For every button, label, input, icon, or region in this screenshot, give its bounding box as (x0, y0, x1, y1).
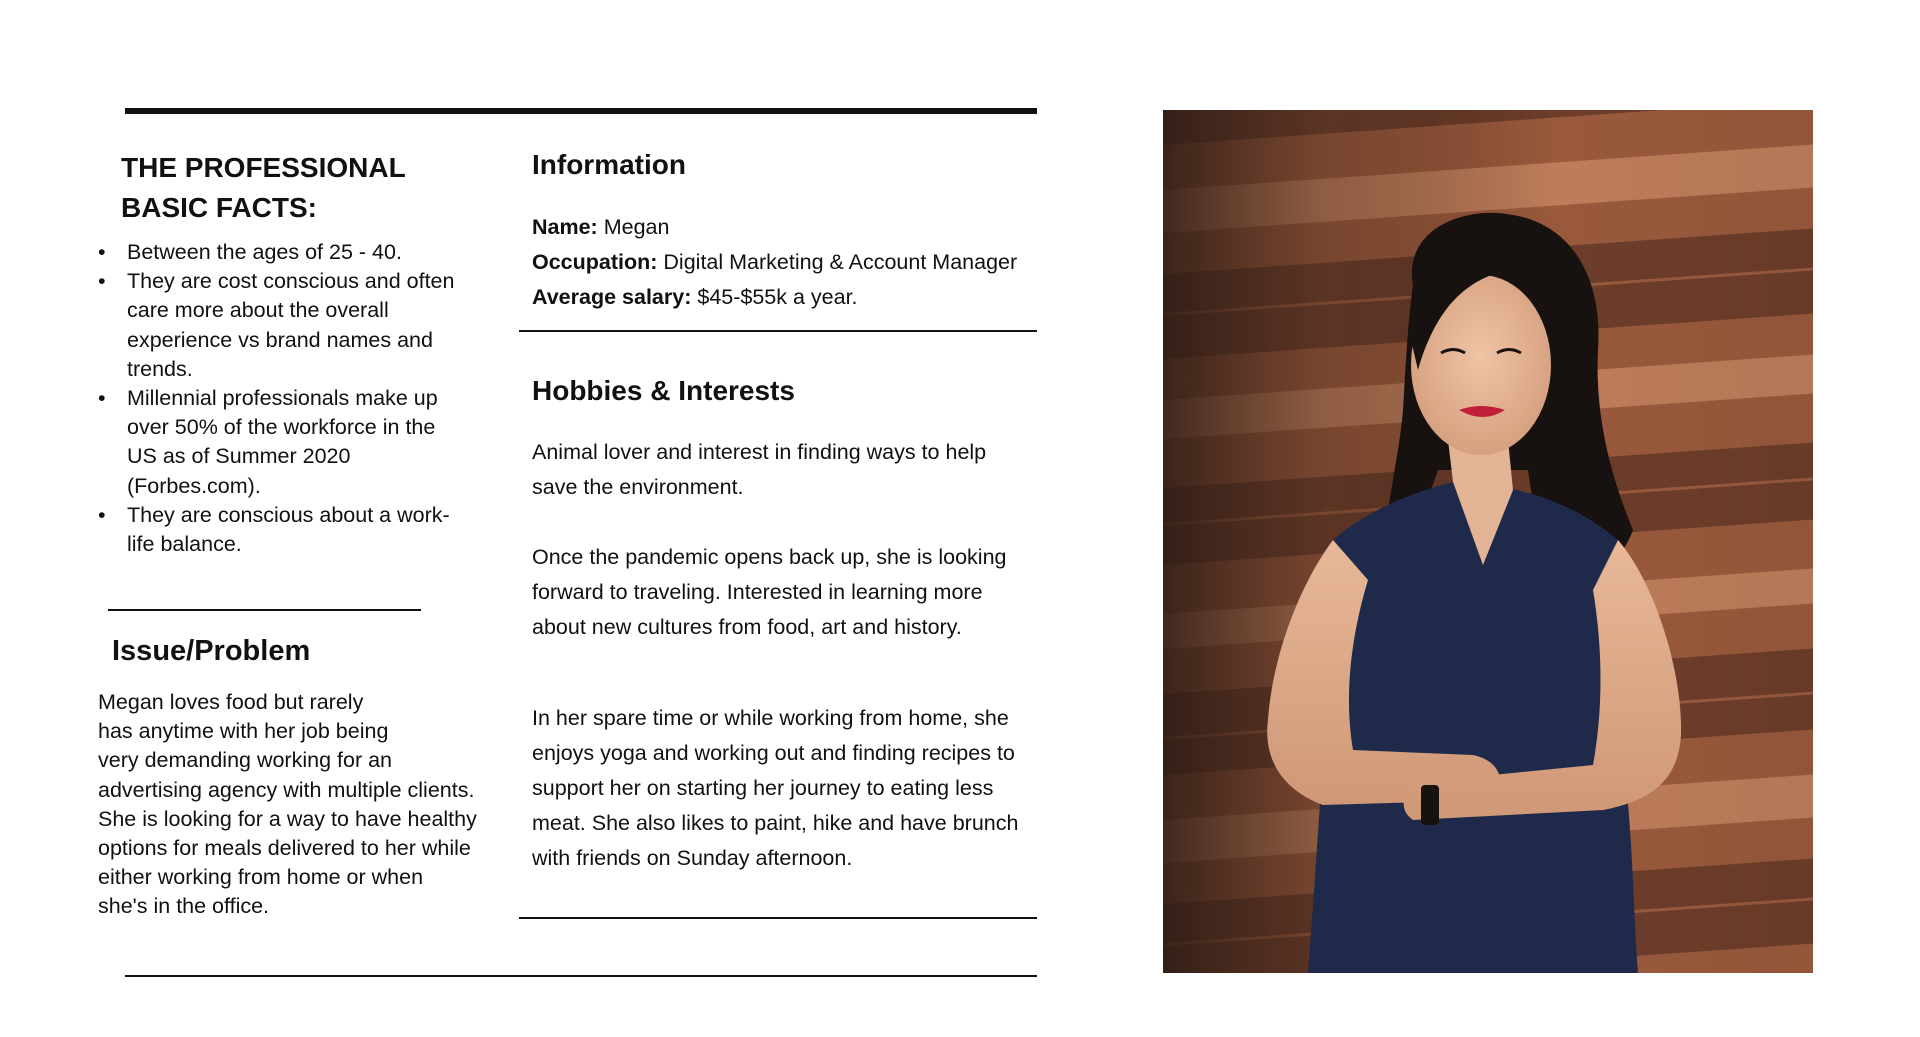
hobbies-line: Animal lover and interest in finding ways to help (532, 440, 987, 464)
navy-dress (1308, 482, 1638, 973)
issue-line: either working from home or when (98, 865, 424, 890)
fact-line: They are cost conscious and often (127, 269, 455, 294)
hobbies-heading: Hobbies & Interests (532, 375, 795, 406)
issue-line: she's in the office. (98, 894, 270, 919)
hobbies-paragraph (532, 435, 1052, 505)
name-label: Name: (532, 215, 598, 239)
information-heading: Information (532, 149, 686, 180)
bullet-glyph: • (98, 502, 106, 527)
hobbies-line: with friends on Sunday afternoon. (532, 846, 853, 870)
persona-photo-illustration (1163, 110, 1813, 973)
bullet-glyph: • (98, 240, 106, 264)
fact-line: over 50% of the workforce in the (127, 415, 436, 440)
occupation-value: Digital Marketing & Account Manager (663, 250, 1018, 274)
issue-divider (108, 609, 421, 611)
occupation-row (532, 245, 1037, 280)
hobbies-paragraph (532, 540, 1052, 645)
persona-photo (1163, 110, 1813, 973)
issue-line: advertising agency with multiple clients. (98, 777, 475, 802)
bullet-glyph: • (98, 269, 106, 294)
hobbies-line: enjoys yoga and working out and finding recipes to (532, 741, 1015, 765)
fact-line: experience vs brand names and (127, 327, 433, 352)
fact-item (98, 238, 493, 267)
hobbies-line: meat. She also likes to paint, hike and have brunch (532, 811, 1019, 835)
issue-line: options for meals delivered to her while (98, 836, 471, 861)
fact-line: care more about the overall (127, 298, 389, 323)
hobbies-line: about new cultures from food, art and history. (532, 615, 962, 639)
issue-line: very demanding working for an (98, 748, 392, 773)
basic-facts-heading (121, 148, 501, 228)
hobbies-line: forward to traveling. Interested in learning more (532, 580, 983, 604)
fact-line: (Forbes.com). (127, 473, 261, 498)
hobbies-line: In her spare time or while working from home, she (532, 706, 1009, 730)
hobbies-line: support her on starting her journey to eating less (532, 776, 994, 800)
basic-facts-list (98, 238, 493, 559)
basic-facts-heading-line: THE PROFESSIONAL (121, 152, 406, 183)
issue-line: has anytime with her job being (98, 719, 389, 744)
name-row (532, 210, 1037, 245)
fact-item (98, 267, 493, 384)
wrist-watch (1421, 785, 1439, 825)
fact-item (98, 501, 493, 559)
issue-line: She is looking for a way to have healthy (98, 806, 477, 831)
bottom-divider (125, 975, 1037, 977)
fact-line: life balance. (127, 532, 242, 557)
hobbies-line: save the environment. (532, 475, 744, 499)
salary-label: Average salary: (532, 285, 692, 309)
issue-line: Megan loves food but rarely (98, 690, 364, 714)
hobbies-line: Once the pandemic opens back up, she is looking (532, 545, 1007, 569)
hobbies-paragraph (532, 701, 1052, 876)
name-value: Megan (603, 215, 670, 239)
salary-value: $45-$55k a year. (697, 285, 858, 309)
occupation-label: Occupation: (532, 250, 658, 274)
fact-line: trends. (127, 356, 193, 381)
fact-line: US as of Summer 2020 (127, 444, 351, 469)
fact-line: They are conscious about a work- (127, 502, 450, 527)
fact-line: Millennial professionals make up (127, 386, 438, 411)
issue-heading: Issue/Problem (112, 635, 311, 667)
information-block (532, 210, 1037, 315)
salary-row (532, 280, 1037, 315)
fact-item (98, 384, 493, 501)
issue-paragraph (98, 688, 508, 922)
basic-facts-heading-line: BASIC FACTS: (121, 192, 317, 223)
bullet-glyph: • (98, 386, 106, 411)
information-divider (519, 330, 1037, 332)
top-divider (125, 108, 1037, 114)
hobbies-divider (519, 917, 1037, 919)
fact-line: Between the ages of 25 - 40. (127, 240, 402, 264)
